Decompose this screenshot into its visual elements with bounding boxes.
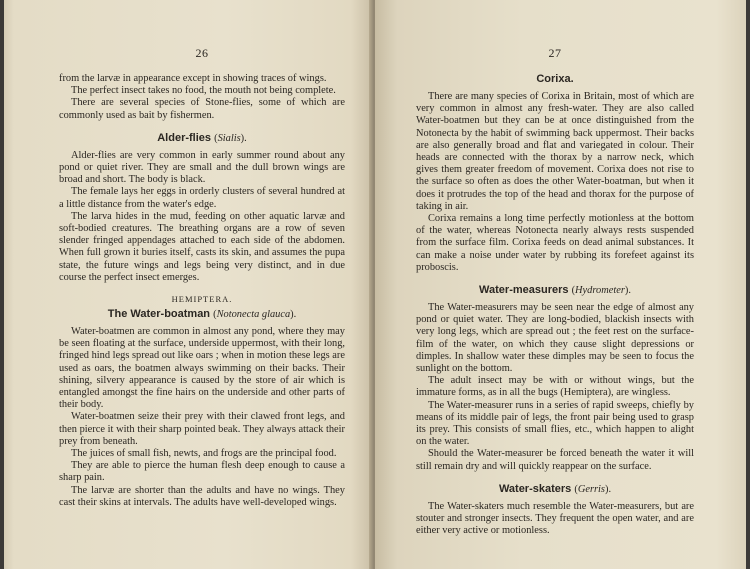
paragraph: from the larvæ in appearance except in showing traces of wings. xyxy=(59,73,327,84)
paragraph: The larva hides in the mud, feeding on other aquatic larvæ and soft-bodied creatures. The breathing organs are a row of seven slender fringed appendages attached to each side of the abdomen. When full grown it buries itself, casts its skin, and assumes the pupa state, the future wings and legs being very distinct, and in due course the perfect insect emerges. xyxy=(59,210,345,283)
section-heading-water-skaters: Water-skaters (Gerris). xyxy=(498,482,612,495)
paragraph: There are many species of Corixa in Britain, most of which are very common in almost any fresh-water. They are also called Water-boatmen but they can be at once distinguished from the Notonecta by the habit of swimming back uppermost. Their backs are also generally broad and flat and variegated in colour. Their heads are connected with the thorax by a narrow neck, which gives them greater freedom of movement. Corixa does not rise to the surface so often as does the other Water-boatman, but when it does it protrudes the top of the head and thorax for the purpose of taking in air. xyxy=(416,91,694,212)
paragraph: Should the Water-measurer be forced beneath the water it will still remain dry and will quickly reappear on the surface. xyxy=(416,448,694,472)
page-number: 27 xyxy=(548,46,562,60)
paragraph: The perfect insect takes no food, the mouth not being complete. xyxy=(71,85,336,97)
paragraph: They are able to pierce the human flesh deep enough to cause a sharp pain. xyxy=(59,460,345,484)
paragraph: Water-boatmen seize their prey with their clawed front legs, and then pierce it with their sharp pointed beak. They always attack their prey from beneath. xyxy=(59,411,345,447)
section-heading-water-boatman: The Water-boatman (Notonecta glauca). xyxy=(107,308,297,321)
latin-name: Gerris xyxy=(577,483,605,495)
paragraph: The Water-measurers may be seen near the edge of almost any pond or quiet water. They are long-bodied, blackish insects with very long legs, which are spread out ; the feet rest on the surface-film of the water, on which they cause slight depressions or dimples. In shallow water these dimples may be seen to focus the sunlight on the bottom. xyxy=(416,302,694,375)
paragraph: Alder-flies are very common in early summer round about any pond or quiet river. They are small and the dull brown wings are broad and short. The body is black. xyxy=(59,149,345,186)
section-heading-corixa: Corixa. xyxy=(536,73,574,85)
paragraph: The Water-measurer runs in a series of rapid sweeps, chiefly by means of its middle pair of legs, the front pair being used to grasp its prey. This consists of small flies, etc., which happen to alight on the water. xyxy=(416,399,694,448)
latin-name: Notonecta glauca xyxy=(216,309,291,321)
paragraph: The adult insect may be with or without wings, but the immature forms, as in all the bugs (Hemiptera), are wingless. xyxy=(416,375,694,399)
page-number: 26 xyxy=(195,46,209,60)
paragraph: Corixa remains a long time perfectly motionless at the bottom of the water, whereas Notonecta nearly always rests suspended from the surface film. Corixa feeds on dead animal substances. It can make a noise under water by rubbing its forefeet against its proboscis. xyxy=(416,213,694,273)
left-page xyxy=(4,0,373,569)
paragraph: There are several species of Stone-flies, some of which are commonly used as bait by fishermen. xyxy=(59,97,345,121)
paragraph: Water-boatmen are common in almost any pond, where they may be seen floating at the surface, underside uppermost, with their long, fringed hind legs spread out like oars ; when in motion these legs are used as oars, the boatmen always swimming on their backs. Their shining, silvery appearance is caused by the store of air which is entangled amongst the fine hairs on the underside and other parts of their body. xyxy=(59,326,345,411)
right-page xyxy=(375,0,746,569)
latin-name: Hydrometer xyxy=(575,285,625,297)
section-heading-alder-flies: Alder-flies (Sialis). xyxy=(157,131,247,144)
order-heading: HEMIPTERA. xyxy=(171,294,233,305)
paragraph: The juices of small fish, newts, and frogs are the principal food. xyxy=(71,448,337,460)
paragraph: The Water-skaters much resemble the Water-measurers, but are stouter and stronger insects. They frequent the open water, and are either very active or motionless. xyxy=(416,500,694,537)
paragraph: The larvæ are shorter than the adults and have no wings. They cast their skins at intervals. The adults have well-developed wings. xyxy=(59,484,345,508)
section-heading-water-measurers: Water-measurers (Hydrometer). xyxy=(479,284,631,297)
paragraph: The female lays her eggs in orderly clusters of several hundred at a little distance from the water's edge. xyxy=(59,186,345,210)
latin-name: Sialis xyxy=(217,132,241,144)
